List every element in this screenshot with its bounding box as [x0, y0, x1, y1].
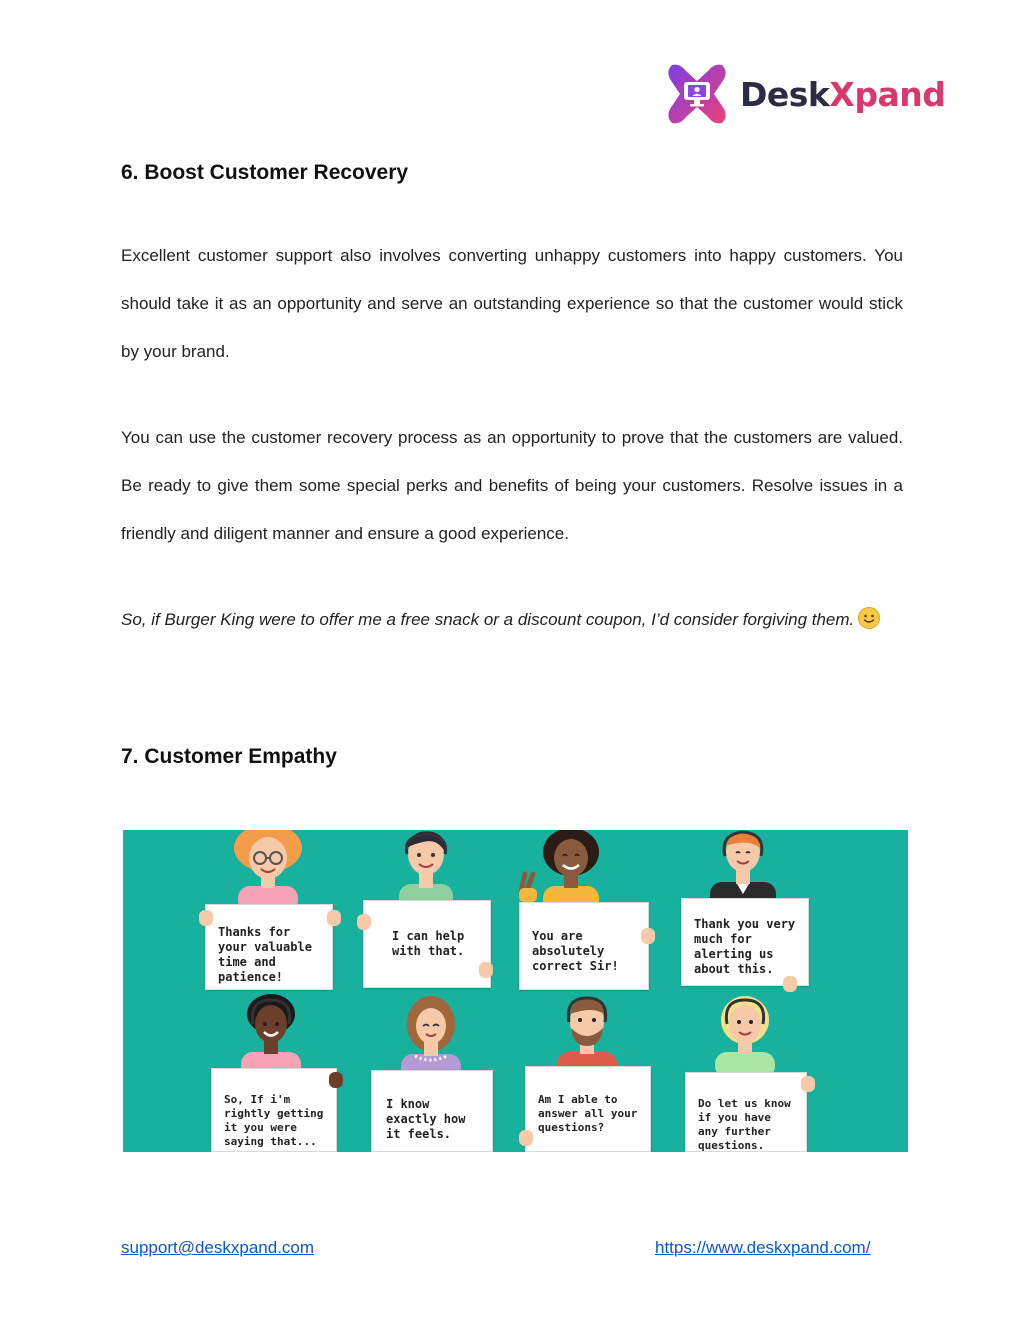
hand-icon	[327, 910, 341, 926]
hand-icon	[199, 910, 213, 926]
logo-wordmark-desk: Desk	[740, 74, 830, 114]
speech-card-3	[519, 902, 649, 990]
speech-card-1-text: Thanks for your valuable time and patience!	[218, 925, 312, 984]
person-icon	[391, 994, 471, 1074]
logo-wordmark-xpand: Xpand	[829, 74, 946, 114]
section-7-heading: 7. Customer Empathy	[121, 745, 337, 768]
speech-card-4	[681, 898, 809, 986]
hand-icon	[641, 928, 655, 944]
hand-icon	[783, 976, 797, 992]
speech-card-1	[205, 904, 333, 990]
speech-card-4-text: Thank you very much for alerting us about this.	[694, 917, 796, 976]
footer-website-link[interactable]: https://www.deskxpand.com/	[655, 1238, 871, 1257]
hand-icon	[801, 1076, 815, 1092]
speech-card-2-text: I can help with that.	[392, 929, 465, 958]
speech-card-5-text: So, If i'm rightly getting it you were saying that...	[224, 1093, 324, 1148]
person-icon	[705, 994, 785, 1072]
deskxpand-logo-icon	[664, 61, 730, 127]
speech-card-2	[363, 900, 491, 988]
customer-empathy-illustration	[123, 830, 908, 1152]
speech-card-5	[211, 1068, 337, 1152]
section-6-paragraph-1: Excellent customer support also involves converting unhappy customers into happy customers. You should take it as an opportunity and serve an outstanding experience so that the customer would stick by your brand.	[121, 246, 903, 361]
person-icon	[223, 830, 313, 905]
hand-icon	[357, 914, 371, 930]
hand-icon	[479, 962, 493, 978]
section-6-heading: 6. Boost Customer Recovery	[121, 161, 409, 184]
logo-wordmark	[740, 74, 946, 114]
person-icon	[231, 994, 311, 1072]
speech-card-8	[685, 1072, 807, 1152]
hand-icon	[329, 1072, 343, 1088]
section-6-paragraph-2: You can use the customer recovery process as an opportunity to prove that the customers are valued. Be ready to give them some special perks and benefits of being your customers. Resolve issues in a friendly and diligent manner and ensure a good experience.	[121, 428, 903, 543]
section-6-paragraph-3	[121, 596, 903, 644]
deskxpand-logo	[664, 61, 945, 127]
person-icon	[698, 830, 788, 902]
person-icon	[547, 994, 627, 1072]
speech-card-7-text: Am I able to answer all your questions?	[538, 1093, 638, 1134]
hand-icon	[519, 1130, 533, 1146]
section-6-paragraph-3-text: So, if Burger King were to offer me a free snack or a discount coupon, I’d consider forgiving them.	[121, 610, 855, 629]
speech-card-3-text: You are absolutely correct Sir!	[532, 929, 619, 973]
speech-card-6-text: I know exactly how it feels.	[386, 1097, 466, 1141]
footer-email-link[interactable]: support@deskxpand.com	[121, 1238, 315, 1257]
speech-card-7	[525, 1066, 651, 1152]
slightly-smiling-face-icon	[858, 607, 880, 629]
speech-card-6	[371, 1070, 493, 1152]
speech-card-8-text: Do let us know if you have any further questions.	[698, 1097, 791, 1152]
person-icon	[381, 830, 471, 905]
person-icon	[513, 830, 623, 905]
